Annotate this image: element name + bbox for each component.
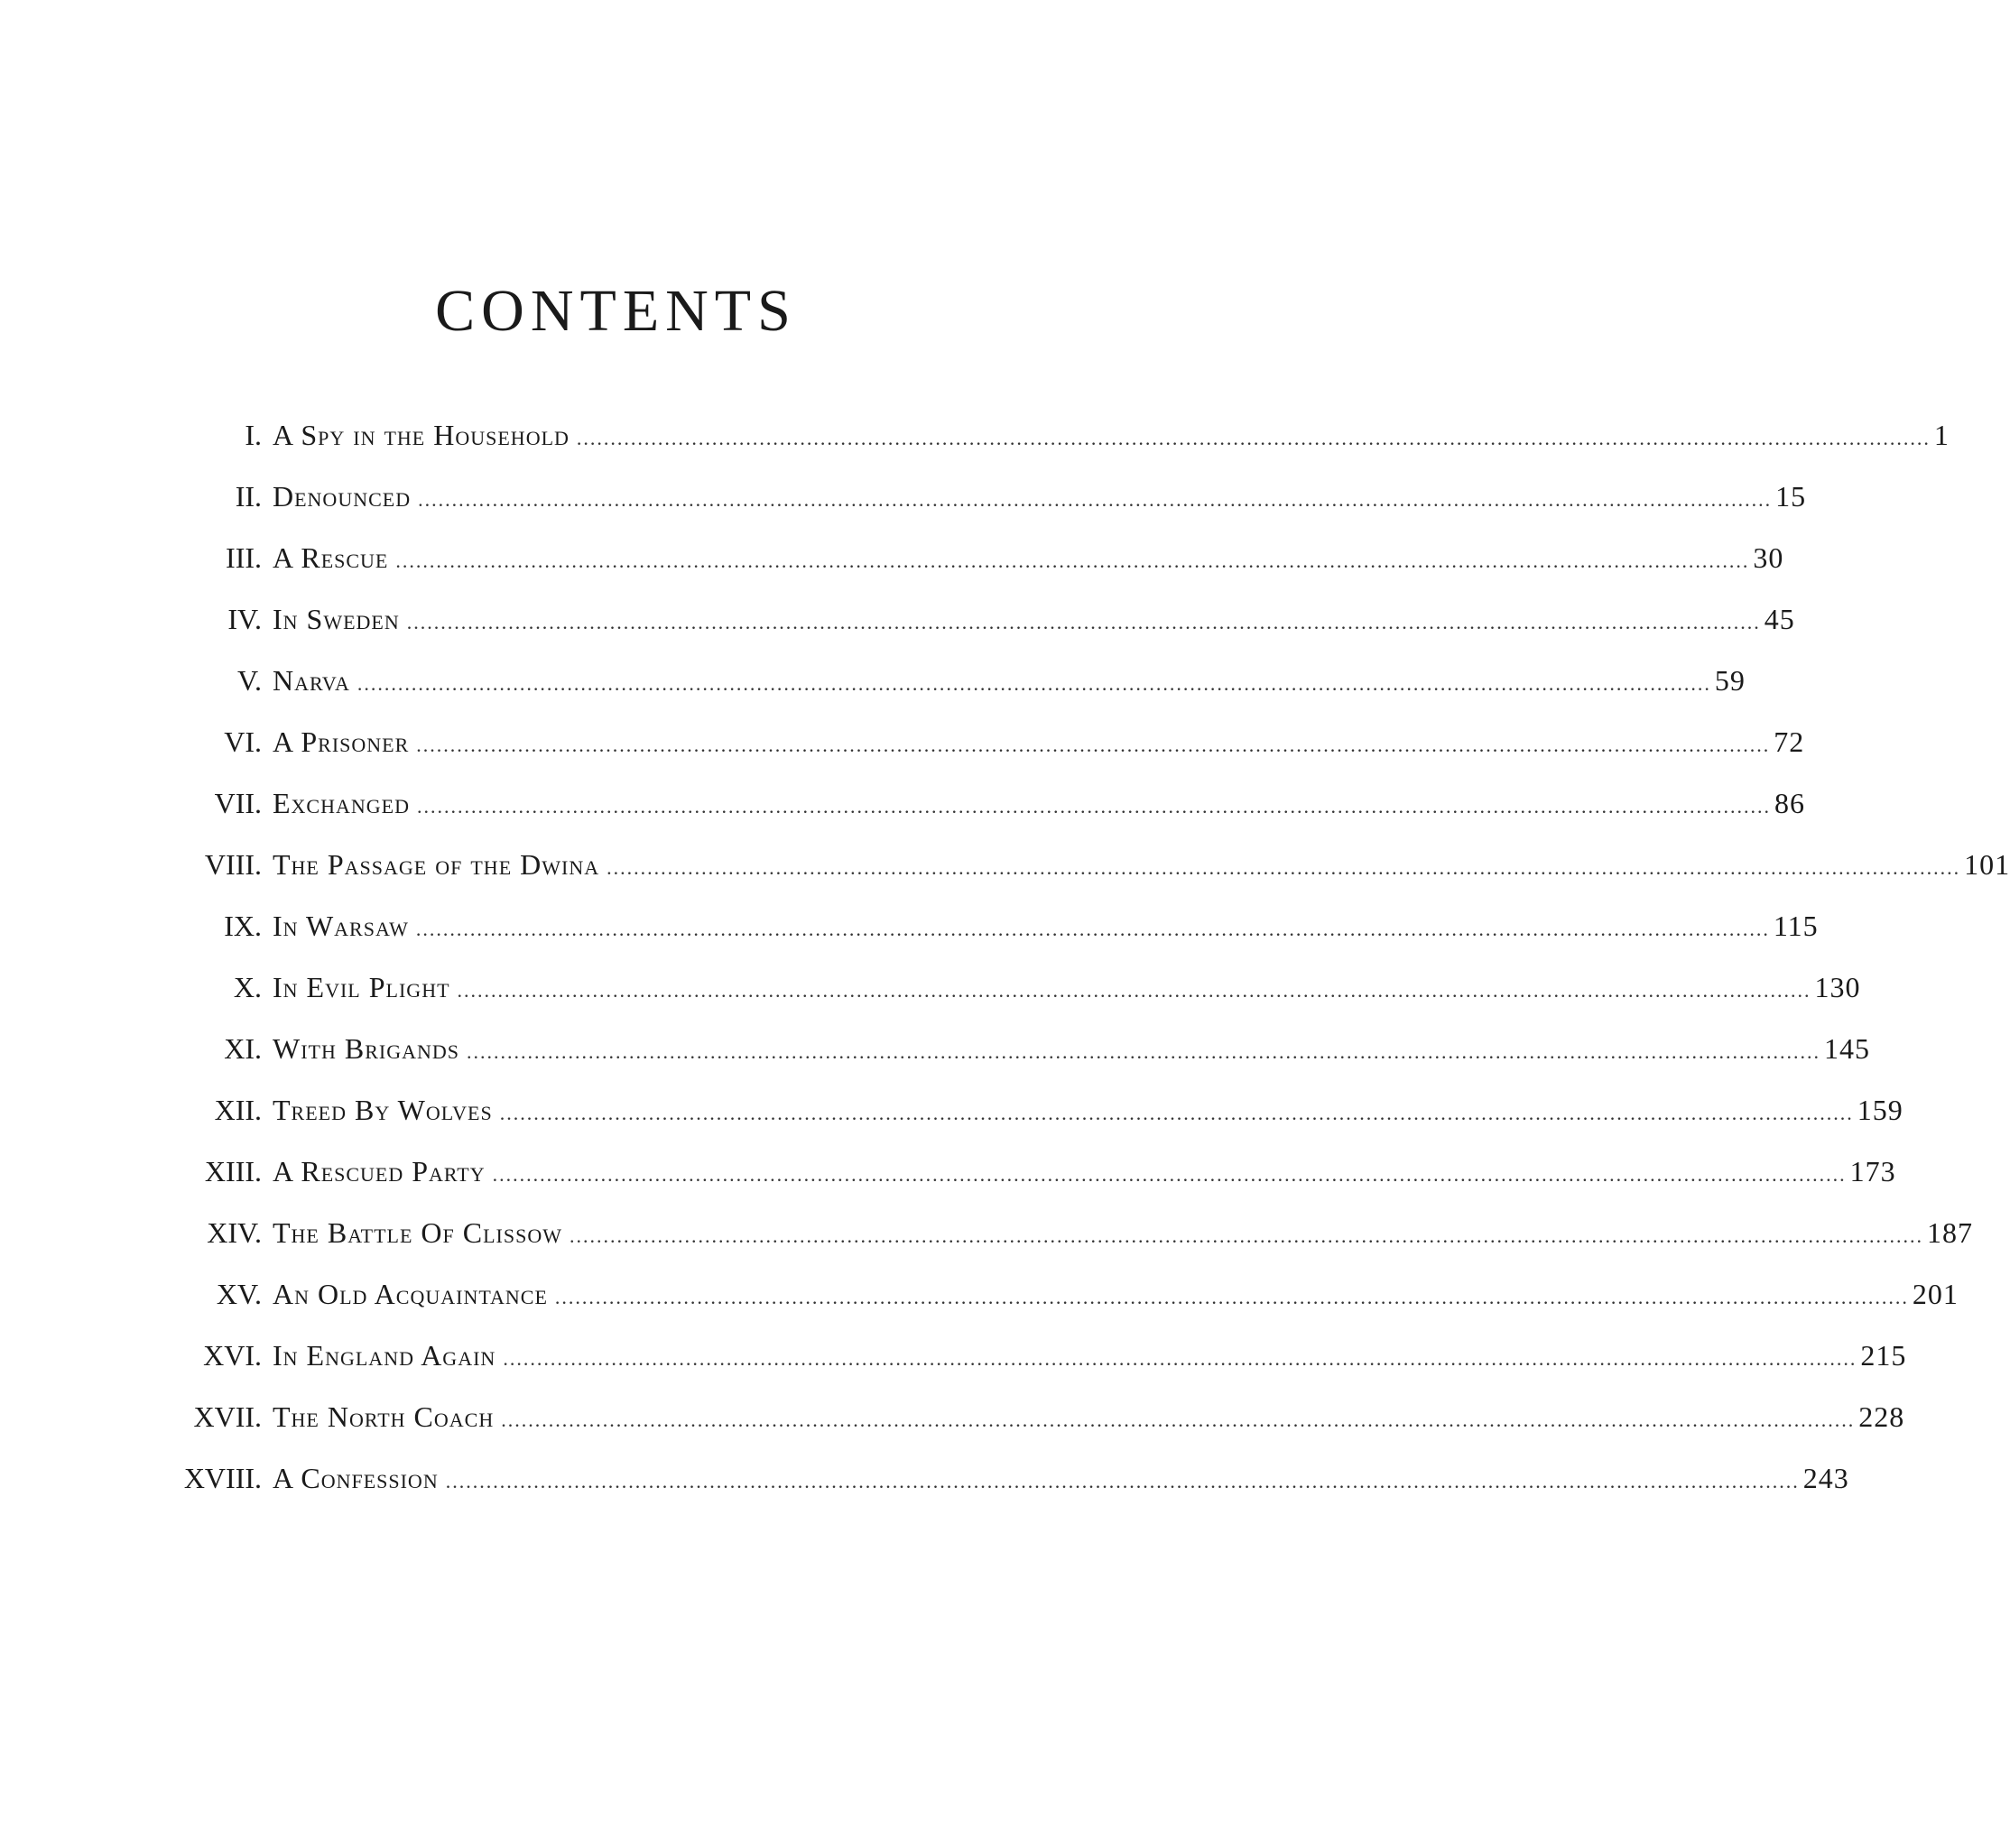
page-number: 159 <box>1857 1094 1903 1126</box>
dot-leader: ........................................................................................................................................................................................................ <box>570 1224 1923 1247</box>
dot-leader: ........................................................................................................................................................................................................ <box>576 427 1931 449</box>
toc-entry <box>0 1263 1959 1325</box>
toc-line <box>273 588 1795 653</box>
toc-line <box>273 1202 1973 1267</box>
chapter-numeral: XVIII. <box>183 1462 262 1494</box>
chapter-numeral: XI. <box>224 1032 262 1065</box>
toc-entry <box>0 650 1746 711</box>
chapter-title: The Passage of the Dwina <box>273 848 600 881</box>
toc-entry <box>0 711 1805 772</box>
chapter-numeral: XII. <box>214 1094 262 1126</box>
page-number: 145 <box>1824 1032 1870 1065</box>
toc-entry <box>0 956 1861 1018</box>
dot-leader: ........................................................................................................................................................................................................ <box>418 488 1773 511</box>
page-number: 1 <box>1933 419 1950 451</box>
toc-line <box>273 772 1805 837</box>
chapter-title: A Spy in the Household <box>273 419 570 451</box>
dot-leader: ........................................................................................................................................................................................................ <box>416 734 1771 756</box>
chapter-numeral: VII. <box>214 787 262 819</box>
page-number: 228 <box>1858 1400 1905 1433</box>
toc-entry <box>0 1141 1896 1202</box>
chapter-title: In Evil Plight <box>273 971 450 1003</box>
chapter-numeral: VIII. <box>204 848 262 881</box>
dot-leader: ........................................................................................................................................................................................................ <box>499 1102 1854 1124</box>
toc-entry <box>0 1018 1870 1079</box>
toc-line <box>273 895 1819 960</box>
toc-entry <box>0 1447 1849 1509</box>
dot-leader: ........................................................................................................................................................................................................ <box>467 1040 1820 1063</box>
toc-entry <box>0 527 1784 588</box>
chapter-numeral: IX. <box>224 910 262 942</box>
page-number: 243 <box>1802 1462 1849 1494</box>
chapter-title: In Sweden <box>273 603 400 635</box>
page-number: 130 <box>1814 971 1861 1003</box>
chapter-numeral: I. <box>245 419 262 451</box>
page-number: 115 <box>1773 910 1819 942</box>
chapter-title: A Prisoner <box>273 725 410 758</box>
dot-leader: ........................................................................................................................................................................................................ <box>406 611 1761 633</box>
toc-line <box>273 834 2010 899</box>
toc-line <box>273 404 1950 469</box>
chapter-title: A Rescued Party <box>273 1155 486 1187</box>
toc-line <box>273 466 1807 531</box>
dot-leader: ........................................................................................................................................................................................................ <box>501 1409 1856 1431</box>
chapter-title: The Battle Of Clissow <box>273 1216 562 1249</box>
chapter-title: A Confession <box>273 1462 439 1494</box>
dot-leader: ........................................................................................................................................................................................................ <box>415 918 1770 940</box>
page-number: 15 <box>1775 480 1807 513</box>
page-number: 201 <box>1912 1278 1959 1310</box>
toc-line <box>273 1325 1907 1390</box>
chapter-numeral: XIV. <box>207 1216 262 1249</box>
dot-leader: ........................................................................................................................................................................................................ <box>395 550 1750 572</box>
toc-line <box>273 650 1746 715</box>
toc-entry <box>0 1079 1903 1141</box>
toc-entry <box>0 1325 1907 1386</box>
page-number: 173 <box>1849 1155 1896 1187</box>
toc-line <box>273 1018 1870 1083</box>
dot-leader: ........................................................................................................................................................................................................ <box>457 979 1811 1002</box>
toc-line <box>273 1263 1959 1328</box>
page-number: 187 <box>1927 1216 1973 1249</box>
chapter-numeral: IV. <box>227 603 262 635</box>
toc-entry <box>0 588 1795 650</box>
chapter-title: Exchanged <box>273 787 410 819</box>
chapter-numeral: XVII. <box>193 1400 262 1433</box>
toc-line <box>273 711 1805 776</box>
page-number: 101 <box>1964 848 2010 881</box>
toc-entry <box>0 895 1819 956</box>
toc-entry <box>0 834 2010 895</box>
page-number: 59 <box>1714 664 1746 697</box>
chapter-title: In England Again <box>273 1339 496 1372</box>
chapter-numeral: XVI. <box>203 1339 262 1372</box>
chapter-title: An Old Acquaintance <box>273 1278 548 1310</box>
page-title: CONTENTS <box>435 278 797 344</box>
page-number: 72 <box>1774 725 1805 758</box>
toc-entry <box>0 404 1950 466</box>
toc-line <box>273 1141 1896 1206</box>
toc-line <box>273 527 1784 592</box>
chapter-numeral: XV. <box>216 1278 262 1310</box>
page-number: 30 <box>1753 541 1784 574</box>
page-number: 45 <box>1764 603 1795 635</box>
table-of-contents <box>0 404 2010 1509</box>
chapter-title: With Brigands <box>273 1032 459 1065</box>
toc-line <box>273 956 1861 1021</box>
dot-leader: ........................................................................................................................................................................................................ <box>554 1286 1909 1308</box>
chapter-title: Denounced <box>273 480 412 513</box>
chapter-title: The North Coach <box>273 1400 495 1433</box>
dot-leader: ........................................................................................................................................................................................................ <box>357 672 1711 695</box>
toc-line <box>273 1079 1903 1144</box>
chapter-numeral: V. <box>237 664 262 697</box>
dot-leader: ........................................................................................................................................................................................................ <box>445 1470 1800 1492</box>
page-number: 86 <box>1774 787 1805 819</box>
chapter-title: A Rescue <box>273 541 389 574</box>
page-number: 215 <box>1860 1339 1907 1372</box>
dot-leader: ........................................................................................................................................................................................................ <box>503 1347 1857 1370</box>
toc-entry <box>0 1386 1905 1447</box>
toc-entry <box>0 772 1805 834</box>
chapter-numeral: X. <box>233 971 262 1003</box>
chapter-numeral: III. <box>226 541 262 574</box>
toc-entry <box>0 1202 1973 1263</box>
toc-line <box>273 1386 1905 1451</box>
chapter-title: Treed By Wolves <box>273 1094 493 1126</box>
dot-leader: ........................................................................................................................................................................................................ <box>607 856 1961 879</box>
chapter-numeral: II. <box>235 480 262 513</box>
chapter-title: In Warsaw <box>273 910 409 942</box>
chapter-numeral: XIII. <box>204 1155 262 1187</box>
chapter-title: Narva <box>273 664 350 697</box>
toc-entry <box>0 466 1807 527</box>
dot-leader: ........................................................................................................................................................................................................ <box>417 795 1771 818</box>
dot-leader: ........................................................................................................................................................................................................ <box>492 1163 1847 1186</box>
toc-line <box>273 1447 1849 1512</box>
chapter-numeral: VI. <box>224 725 262 758</box>
